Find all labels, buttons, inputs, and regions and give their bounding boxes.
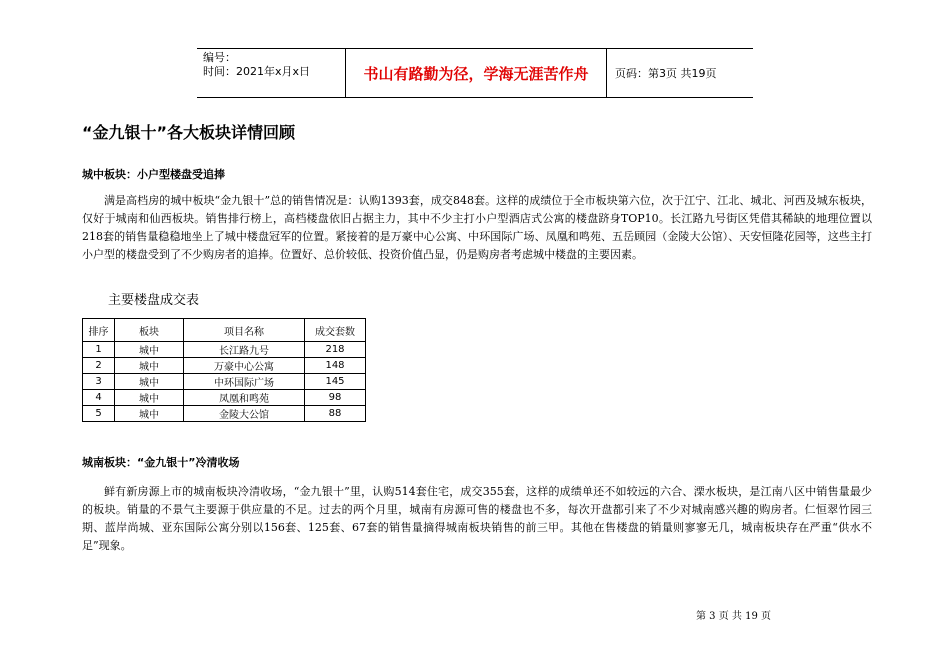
table-cell: 1	[83, 342, 115, 358]
page-footer: 第 3 页 共 19 页	[696, 611, 771, 622]
table-row	[83, 406, 366, 422]
table-cell: 城中	[115, 406, 184, 422]
table-cell: 城中	[115, 390, 184, 406]
table-cell: 万豪中心公寓	[184, 358, 305, 374]
table-cell: 5	[83, 406, 115, 422]
table-cell: 218	[305, 342, 366, 358]
table-cell: 4	[83, 390, 115, 406]
table-cell: 凤凰和鸣苑	[184, 390, 305, 406]
table-cell: 城中	[115, 342, 184, 358]
table-caption: 主要楼盘成交表	[108, 293, 200, 308]
table-cell: 3	[83, 374, 115, 390]
table-cell: 金陵大公馆	[184, 406, 305, 422]
table-header-cell: 板块	[115, 319, 184, 342]
table-cell: 88	[305, 406, 366, 422]
table-cell: 城中	[115, 374, 184, 390]
section-paragraph-chengnan: 鲜有新房源上市的城南板块冷清收场，“金九银十”里，认购514套住宅，成交355套，这样的成绩单还不如较远的六合、溧水板块，是江南八区中销售量最少的板块。销量的不景气主要源于供应量的不足。过去的两个月里，城南有房源可售的楼盘也不多，每次开盘都引来了不少对城南感兴趣的购房者。仁恒翠竹园三期、蓝岸尚城、亚东国际公寓分别以156套、125套、67套的销售量摘得城南板块销售的前三甲。其他在售楼盘的销量则寥寥无几，城南板块存在严重“供水不足”现象。	[82, 485, 872, 552]
section-heading-chengzhong: 城中板块：小户型楼盘受追捧	[82, 168, 225, 181]
page-title: “金九银十”各大板块详情回顾	[82, 123, 296, 142]
table-header-row	[83, 319, 366, 342]
header-meta	[197, 49, 346, 97]
table-cell: 2	[83, 358, 115, 374]
table-header-cell: 排序	[83, 319, 115, 342]
table-header-cell: 成交套数	[305, 319, 366, 342]
table-header-cell: 项目名称	[184, 319, 305, 342]
table-cell: 145	[305, 374, 366, 390]
number-label: 编号：	[203, 51, 236, 64]
sales-table	[82, 318, 366, 422]
table-row	[83, 358, 366, 374]
section-paragraph-chengzhong: 满是高档房的城中板块“金九银十”总的销售情况是：认购1393套，成交848套。这样的成绩位于全市板块第六位，次于江宁、江北、城北、河西及城东板块，仅好于城南和仙西板块。销售排行榜上，高档楼盘依旧占据主力，其中不少主打小户型酒店式公寓的楼盘跻身TOP10。长江路九号街区凭借其稀缺的地理位置以218套的销售量稳稳地坐上了城中楼盘冠军的位置。紧接着的是万豪中心公寓、中环国际广场、凤凰和鸣苑、五岳顾园（金陵大公馆）、天安恒隆花园等，这些主打小户型的楼盘受到了不少购房者的追捧。位置好、总价较低、投资价值凸显，仍是购房者考虑城中楼盘的主要因素。	[82, 194, 872, 261]
page-header	[197, 48, 753, 98]
table-row	[83, 374, 366, 390]
time-label: 时间：2021年x月x日	[203, 65, 311, 78]
section-heading-chengnan: 城南板块：“金九银十”冷清收场	[82, 456, 240, 469]
table-cell: 城中	[115, 358, 184, 374]
header-motto: 书山有路勤为径，学海无涯苦作舟	[346, 49, 607, 97]
table-cell: 长江路九号	[184, 342, 305, 358]
table-cell: 中环国际广场	[184, 374, 305, 390]
table-cell: 98	[305, 390, 366, 406]
table-row	[83, 342, 366, 358]
table-row	[83, 390, 366, 406]
table-cell: 148	[305, 358, 366, 374]
header-page-label: 页码：第3页 共19页	[615, 67, 717, 80]
